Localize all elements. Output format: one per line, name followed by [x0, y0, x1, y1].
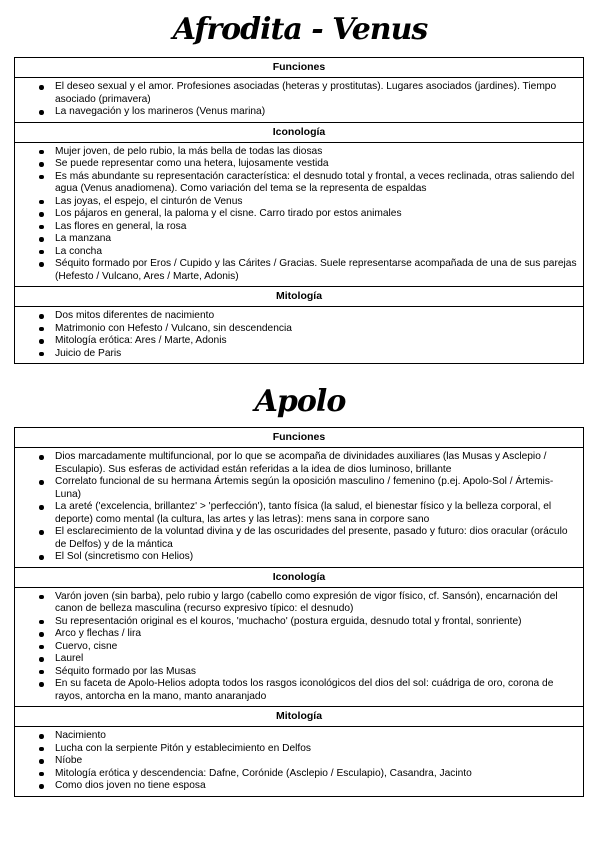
- section-body: [15, 143, 583, 288]
- afrodita-title: Afrodita - Venus: [172, 12, 428, 47]
- list-item: Arco y flechas / lira: [55, 628, 577, 641]
- apolo-title: Apolo: [254, 384, 346, 419]
- list-item: Su representación original es el kouros, 'muchacho' (postura erguida, desnudo total y frontal, sonriente): [55, 616, 577, 629]
- list-item: Matrimonio con Hefesto / Vulcano, sin descendencia: [55, 323, 577, 336]
- section-body: [15, 727, 583, 796]
- list-item: Es más abundante su representación característica: el desnudo total y frontal, a veces reclinada, otras saliendo del agua (Venus anadiomena). Como variación del tema se la representa de espaldas: [55, 171, 577, 196]
- bullet-list: [15, 81, 577, 119]
- list-item: Séquito formado por Eros / Cupido y las Cárites / Gracias. Suele representarse acompañada de una de sus parejas (Hefesto / Vulcano, Ares / Marte, Adonis): [55, 258, 577, 282]
- list-item: Los pájaros en general, la paloma y el cisne. Carro tirado por estos animales: [55, 208, 577, 221]
- list-item: Se puede representar como una hetera, lujosamente vestida: [55, 158, 577, 171]
- list-item: Laurel: [55, 653, 577, 666]
- list-item: El Sol (sincretismo con Helios): [55, 551, 577, 564]
- bullet-list: [15, 146, 577, 284]
- apolo-table: [14, 427, 584, 797]
- section-body: [15, 307, 583, 363]
- list-item: Lucha con la serpiente Pitón y establecimiento en Delfos: [55, 743, 577, 756]
- section-heading: Funciones: [15, 428, 583, 448]
- list-item: Níobe: [55, 755, 577, 768]
- list-item: Como dios joven no tiene esposa: [55, 780, 577, 793]
- section-heading: Iconología: [15, 123, 583, 143]
- list-item: El deseo sexual y el amor. Profesiones asociadas (heteras y prostitutas). Lugares asociados (jardines). Tiempo asociado (primavera): [55, 81, 577, 106]
- list-item: La concha: [55, 246, 577, 259]
- section-heading: Iconología: [15, 568, 583, 588]
- afrodita-table: [14, 57, 584, 364]
- list-item: Nacimiento: [55, 730, 577, 743]
- list-item: Mitología erótica: Ares / Marte, Adonis: [55, 335, 577, 348]
- section-body: [15, 588, 583, 708]
- list-item: La areté ('excelencia, brillantez' > 'perfección'), tanto física (la salud, el bienestar físico y la belleza corporal, el deporte) como mental (la cultura, las artes y las letras): mens sana in corpore sano: [55, 501, 577, 526]
- list-item: Varón joven (sin barba), pelo rubio y largo (cabello como expresión de vigor físico, cf. Sansón), encarnación del canon de belleza masculina (recurso expresivo típico: el desnudo): [55, 591, 577, 616]
- section-heading: Mitología: [15, 287, 583, 307]
- bullet-list: [15, 591, 577, 704]
- list-item: Dios marcadamente multifuncional, por lo que se acompaña de divinidades auxiliares (las Musas y Asclepio / Esculapio). Sus esferas de actividad están referidas a la idea de dios luminoso, brillante: [55, 451, 577, 476]
- list-item: Juicio de Paris: [55, 348, 577, 361]
- bullet-list: [15, 310, 577, 360]
- list-item: En su faceta de Apolo-Helios adopta todos los rasgos iconológicos del dios del sol: cuádriga de oro, corona de rayos, antorcha en la mano, manto anaranjado: [55, 678, 577, 703]
- list-item: El esclarecimiento de la voluntad divina y de las oscuridades del presente, pasado y futuro: dios oracular (oráculo de Delfos) y de la mántica: [55, 526, 577, 551]
- list-item: La manzana: [55, 233, 577, 246]
- section-body: [15, 78, 583, 123]
- section-heading: Funciones: [15, 58, 583, 78]
- section-body: [15, 448, 583, 568]
- list-item: Séquito formado por las Musas: [55, 666, 577, 679]
- list-item: Cuervo, cisne: [55, 641, 577, 654]
- list-item: Mujer joven, de pelo rubio, la más bella de todas las diosas: [55, 146, 577, 159]
- list-item: Las joyas, el espejo, el cinturón de Venus: [55, 196, 577, 209]
- list-item: Las flores en general, la rosa: [55, 221, 577, 234]
- bullet-list: [15, 451, 577, 564]
- list-item: La navegación y los marineros (Venus marina): [55, 106, 577, 119]
- list-item: Mitología erótica y descendencia: Dafne, Corónide (Asclepio / Esculapio), Casandra, Jacinto: [55, 768, 577, 781]
- bullet-list: [15, 730, 577, 793]
- section-heading: Mitología: [15, 707, 583, 727]
- list-item: Dos mitos diferentes de nacimiento: [55, 310, 577, 323]
- list-item: Correlato funcional de su hermana Ártemis según la oposición masculino / femenino (p.ej. Apolo-Sol / Ártemis-Luna): [55, 476, 577, 501]
